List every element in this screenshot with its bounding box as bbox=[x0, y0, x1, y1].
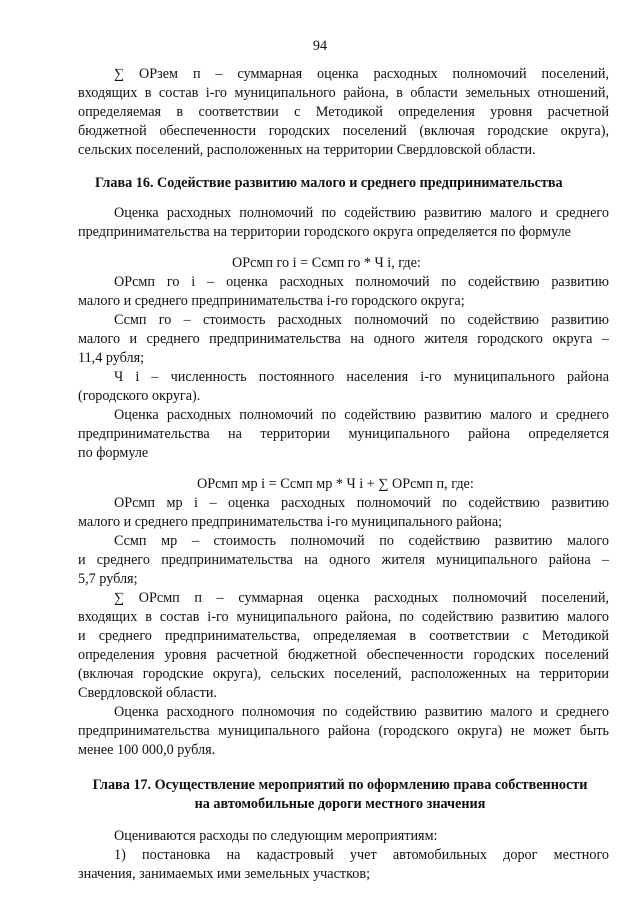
chapter-heading: Глава 16. Содействие развитию малого и среднего предпринимательства bbox=[95, 175, 563, 191]
paragraph-line: Оценка расходных полномочий по содействию развитию малого и среднего bbox=[114, 205, 609, 221]
paragraph-line: и среднего предпринимательства на одного жителя муниципального района – bbox=[78, 552, 609, 568]
paragraph-line: 11,4 рубля; bbox=[78, 350, 145, 366]
paragraph-line: входящих в состав i-го муниципального района, в области земельных отношений, bbox=[78, 85, 609, 101]
paragraph-line: Оцениваются расходы по следующим мероприятиям: bbox=[114, 828, 438, 844]
paragraph-line: малого и среднего предпринимательства на одного жителя городского округа – bbox=[78, 331, 609, 347]
paragraph-line: (включая городские округа), сельских поселений, расположенных на территории bbox=[78, 666, 609, 682]
paragraph-line: Ч i – численность постоянного населения i-го муниципального района bbox=[114, 369, 609, 385]
paragraph-line: сельских поселений, расположенных на территории Свердловской области. bbox=[78, 142, 536, 158]
paragraph-line: ОРсмп го i – оценка расходных полномочий по содействию развитию bbox=[114, 274, 609, 290]
paragraph-line: Оценка расходных полномочий по содействию развитию малого и среднего bbox=[114, 407, 609, 423]
paragraph-line: бюджетной обеспеченности городских поселений (включая городские округа), bbox=[78, 123, 609, 139]
paragraph-line: (городского округа). bbox=[78, 388, 201, 404]
chapter-heading: Глава 17. Осуществление мероприятий по оформлению права собственности bbox=[92, 777, 588, 793]
paragraph-line: 5,7 рубля; bbox=[78, 571, 138, 587]
page-number: 94 bbox=[312, 38, 328, 54]
paragraph-line: определения уровня расчетной бюджетной обеспеченности городских поселений bbox=[78, 647, 609, 663]
paragraph-line: 1) постановка на кадастровый учет автомобильных дорог местного bbox=[114, 847, 609, 863]
paragraph-line: Оценка расходного полномочия по содействию развитию малого и среднего bbox=[114, 704, 609, 720]
paragraph-line: малого и среднего предпринимательства i-го городского округа; bbox=[78, 293, 465, 309]
paragraph-line: ОРсмп мр i – оценка расходных полномочий по содействию развитию bbox=[114, 495, 609, 511]
paragraph-line: менее 100 000,0 рубля. bbox=[78, 742, 216, 758]
paragraph-line: предпринимательства муниципального района (городского округа) не может быть bbox=[78, 723, 609, 739]
paragraph-line: предпринимательства на территории муниципального района определяется bbox=[78, 426, 609, 442]
paragraph-line: и среднего предпринимательства, определяемая в соответствии с Методикой bbox=[78, 628, 609, 644]
paragraph-line: Ссмп мр – стоимость полномочий по содействию развитию малого bbox=[114, 533, 609, 549]
paragraph-line: Свердловской области. bbox=[78, 685, 217, 701]
paragraph-line: предпринимательства на территории городского округа определяется по формуле bbox=[78, 224, 571, 240]
paragraph-line: малого и среднего предпринимательства i-го муниципального района; bbox=[78, 514, 503, 530]
paragraph-line: определяемая в соответствии с Методикой определения уровня расчетной bbox=[78, 104, 609, 120]
paragraph-line: ∑ ОРзем п – суммарная оценка расходных полномочий поселений, bbox=[114, 66, 609, 82]
paragraph-line: Ссмп го – стоимость расходных полномочий по содействию развитию bbox=[114, 312, 609, 328]
paragraph-line: по формуле bbox=[78, 445, 149, 461]
paragraph-line: входящих в состав i-го муниципального района, по содействию развитию малого bbox=[78, 609, 609, 625]
formula: ОРсмп го i = Ссмп го * Ч i, где: bbox=[232, 255, 421, 271]
formula: ОРсмп мр i = Ссмп мр * Ч i + ∑ ОРсмп п, где: bbox=[197, 476, 474, 492]
paragraph-line: ∑ ОРсмп п – суммарная оценка расходных полномочий поселений, bbox=[114, 590, 609, 606]
paragraph-line: значения, занимаемых ими земельных участков; bbox=[78, 866, 371, 882]
chapter-heading: на автомобильные дороги местного значения bbox=[194, 796, 486, 812]
